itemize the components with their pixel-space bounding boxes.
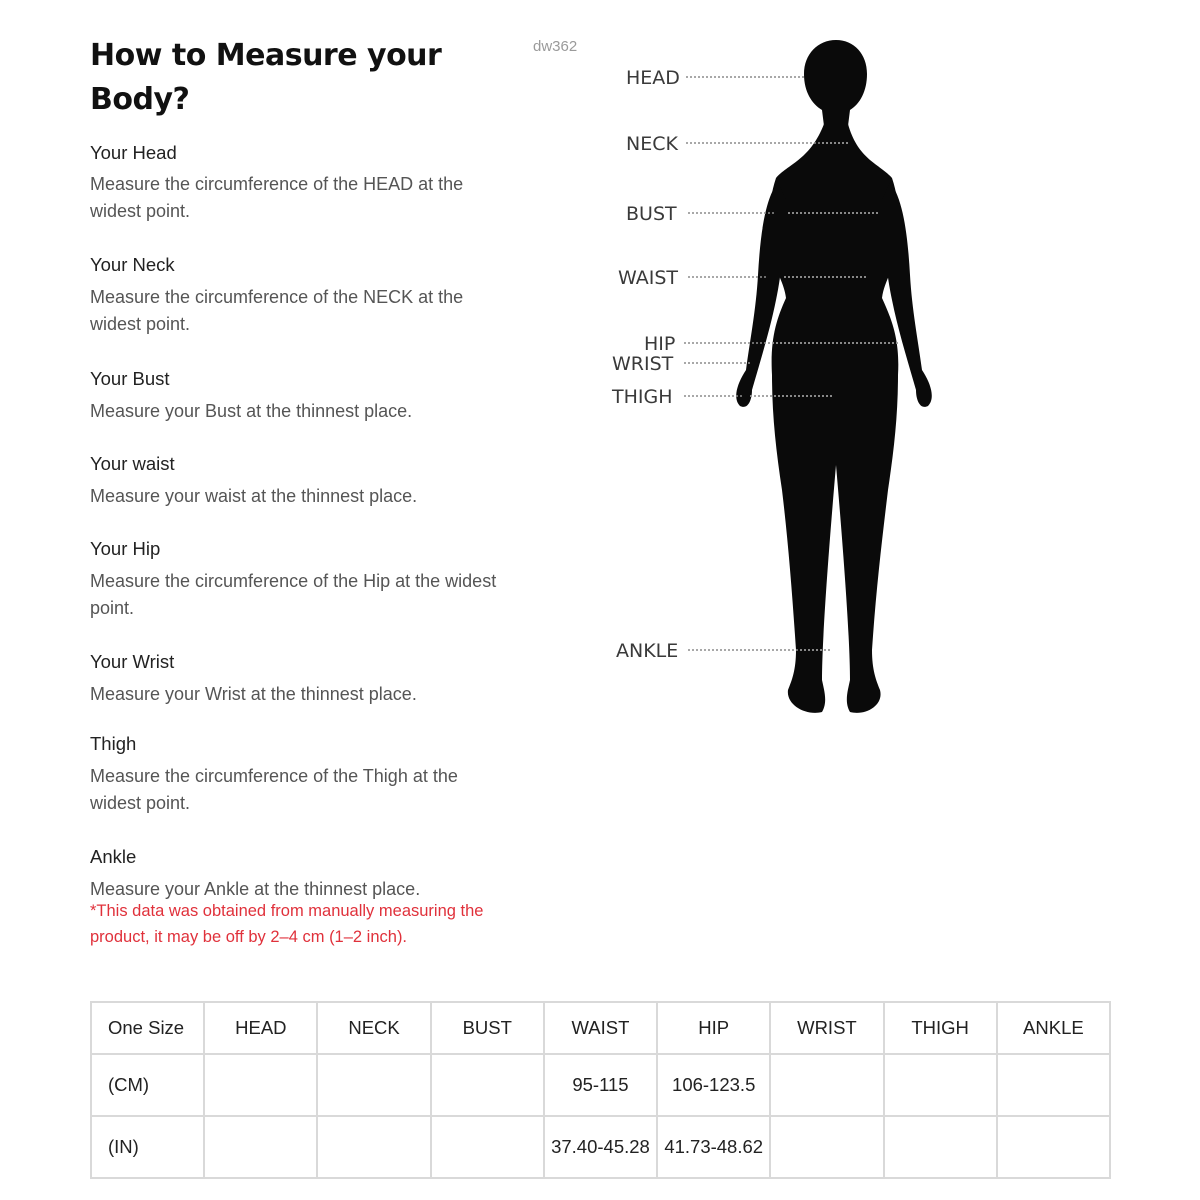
section-description: Measure the circumference of the NECK at the widest point. (90, 287, 464, 334)
table-cell (884, 1054, 997, 1116)
section-heading: Your Head (90, 142, 177, 163)
accuracy-note: *This data was obtained from manually measuring the product, it may be off by 2–4 cm (1–2 inch). (90, 902, 484, 946)
table-cell: 106-123.5 (657, 1054, 770, 1116)
table-cell: (CM) (91, 1054, 204, 1116)
section-head (90, 140, 510, 225)
body-measurement-figure (600, 30, 960, 730)
table-header-cell: WRIST (770, 1002, 883, 1054)
section-heading: Ankle (90, 846, 137, 867)
label-bust: BUST (626, 203, 677, 225)
table-cell: (IN) (91, 1116, 204, 1178)
section-ankle (90, 844, 510, 903)
section-description: Measure the circumference of the Thigh at the widest point. (90, 766, 458, 813)
page-title: How to Measure your Body? (90, 38, 442, 117)
table-header-cell: WAIST (544, 1002, 657, 1054)
measurement-instructions (90, 140, 510, 903)
table-row-in (91, 1116, 1110, 1178)
section-description: Measure your Ankle at the thinnest place. (90, 879, 421, 899)
table-cell (204, 1054, 317, 1116)
label-neck: NECK (626, 133, 678, 155)
product-code: dw362 (533, 38, 578, 55)
section-waist (90, 451, 510, 510)
label-ankle: ANKLE (616, 640, 679, 662)
table-header-cell: ANKLE (997, 1002, 1110, 1054)
table-cell (770, 1116, 883, 1178)
table-cell (884, 1116, 997, 1178)
table-header-cell: One Size (91, 1002, 204, 1054)
table-cell (317, 1116, 430, 1178)
table-header-cell: THIGH (884, 1002, 997, 1054)
section-heading: Your Wrist (90, 651, 175, 672)
section-description: Measure the circumference of the Hip at the widest point. (90, 571, 497, 618)
section-bust (90, 366, 510, 425)
table-cell: 41.73-48.62 (657, 1116, 770, 1178)
section-heading: Your Hip (90, 538, 161, 559)
table-cell (997, 1054, 1110, 1116)
label-head: HEAD (626, 67, 680, 89)
section-description: Measure your Wrist at the thinnest place. (90, 684, 417, 704)
table-cell: 95-115 (544, 1054, 657, 1116)
section-heading: Thigh (90, 733, 137, 754)
female-silhouette-icon (736, 40, 932, 713)
section-description: Measure your waist at the thinnest place. (90, 486, 418, 506)
table-cell (770, 1054, 883, 1116)
table-header-cell: NECK (317, 1002, 430, 1054)
section-thigh (90, 731, 510, 817)
section-description: Measure the circumference of the HEAD at the widest point. (90, 174, 464, 221)
label-waist: WAIST (618, 267, 679, 289)
label-thigh: THIGH (612, 386, 673, 408)
section-wrist (90, 649, 510, 708)
table-cell (431, 1054, 544, 1116)
section-heading: Your Bust (90, 368, 170, 389)
section-neck (90, 252, 510, 338)
table-cell (997, 1116, 1110, 1178)
table-cell (204, 1116, 317, 1178)
label-wrist: WRIST (612, 353, 674, 375)
section-heading: Your waist (90, 453, 175, 474)
table-row-cm (91, 1054, 1110, 1116)
label-hip: HIP (644, 333, 676, 355)
table-header-cell: HIP (657, 1002, 770, 1054)
body-silhouette-diagram (600, 30, 960, 730)
table-cell (317, 1054, 430, 1116)
table-header-cell: BUST (431, 1002, 544, 1054)
size-chart-table (90, 1001, 1111, 1179)
measurement-labels (611, 67, 680, 662)
table-cell (431, 1116, 544, 1178)
section-heading: Your Neck (90, 254, 175, 275)
table-header-row (91, 1002, 1110, 1054)
section-hip (90, 536, 510, 622)
section-description: Measure your Bust at the thinnest place. (90, 401, 413, 421)
table-header-cell: HEAD (204, 1002, 317, 1054)
table-cell: 37.40-45.28 (544, 1116, 657, 1178)
